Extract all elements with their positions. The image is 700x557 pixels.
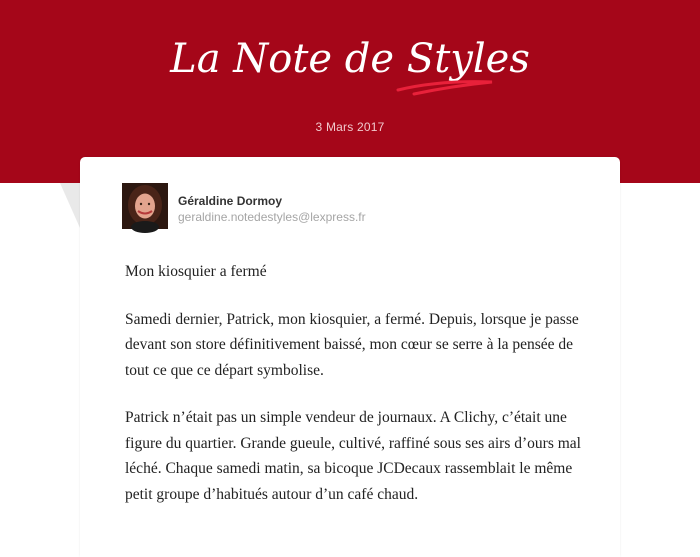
author-name: Géraldine Dormoy xyxy=(178,194,283,208)
header-banner xyxy=(0,0,700,183)
brand-logo[interactable] xyxy=(170,22,530,102)
card-shadow xyxy=(60,183,80,228)
logo-underline xyxy=(398,82,492,94)
author-avatar xyxy=(122,183,168,229)
article-paragraph: Samedi dernier, Patrick, mon kiosquier, a fermé. Depuis, lorsque je passe devant son store définitivement baissé, mon cœur se serre à la pensée de tout ce que ce départ symbolise. xyxy=(125,310,579,379)
article-body xyxy=(125,259,585,529)
article-paragraph: Patrick n’était pas un simple vendeur de journaux. A Clichy, c’était une figure du quartier. Grande gueule, cultivé, raffiné sous ses airs d’ours mal léché. Chaque samedi matin, sa bicoque JCDecaux rassemblait le même petit groupe d’habitués autour d’un café chaud. xyxy=(125,409,581,503)
article-card xyxy=(80,157,620,557)
logo-text: La Note de Styles xyxy=(170,36,530,82)
issue-date: 3 Mars 2017 xyxy=(315,120,385,134)
article-title: Mon kiosquier a fermé xyxy=(125,263,267,280)
author-email[interactable]: geraldine.notedestyles@lexpress.fr xyxy=(178,210,366,224)
